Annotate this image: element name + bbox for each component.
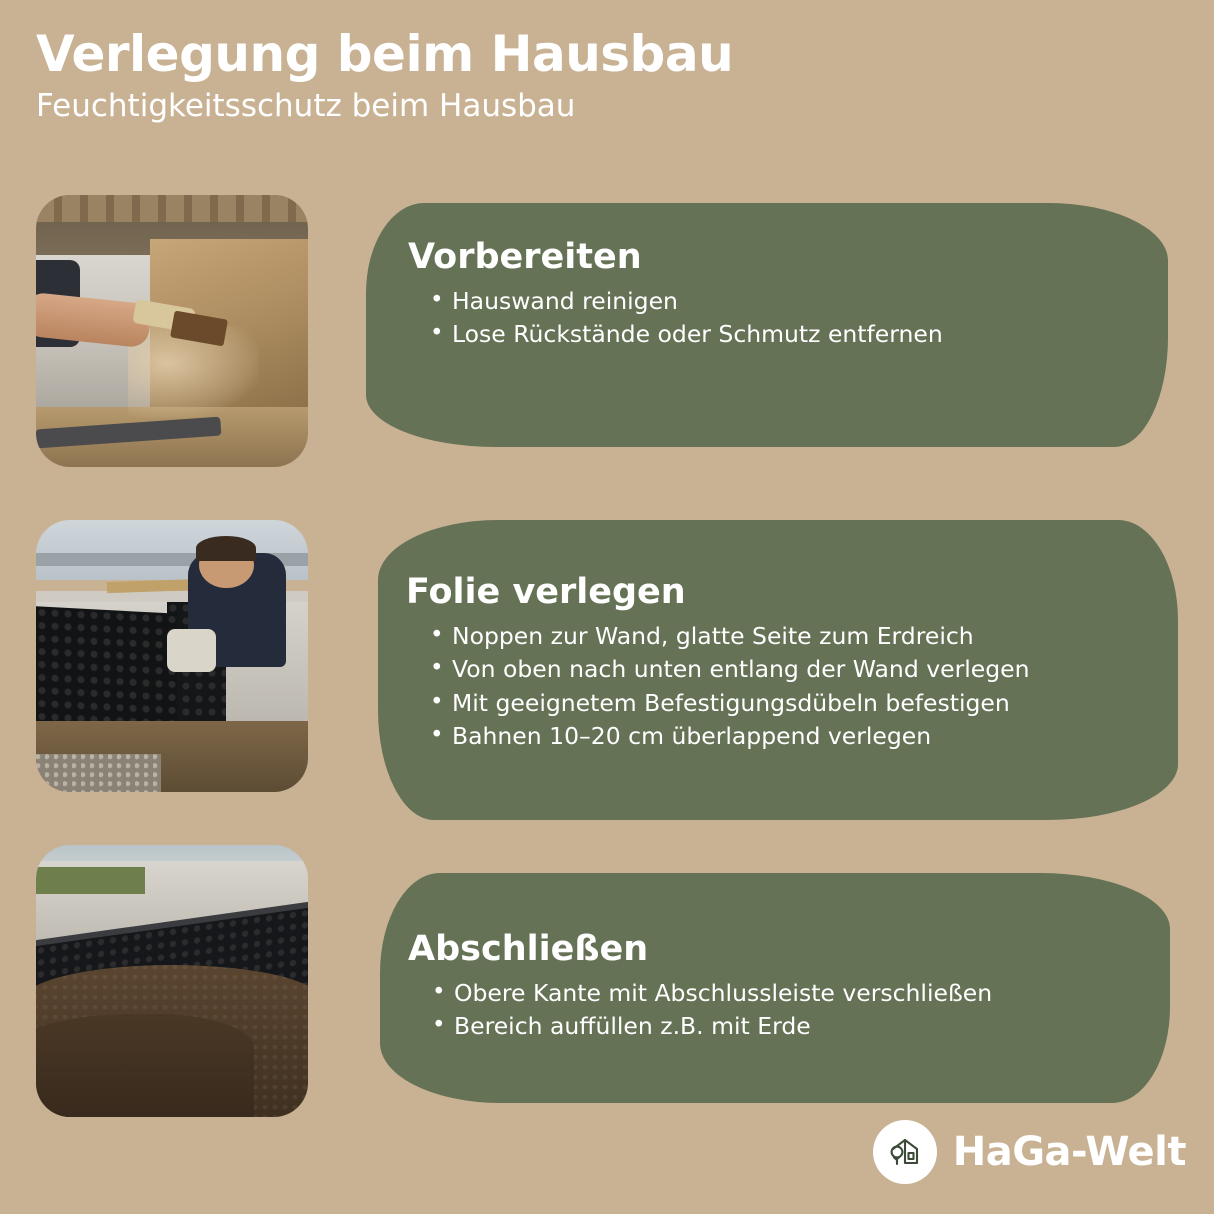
step-title: Folie verlegen <box>406 572 686 612</box>
step-bullet-list <box>380 969 1170 1044</box>
list-item: • Obere Kante mit Abschlussleiste verschließen <box>430 977 1170 1010</box>
step-card-folie-verlegen <box>378 520 1178 820</box>
photo-layer-worker-glove <box>167 629 216 673</box>
page-subtitle: Feuchtigkeitsschutz beim Hausbau <box>36 88 576 124</box>
brand-name: HaGa-Welt <box>952 1129 1186 1175</box>
photo-layer-worker-hair <box>196 536 256 560</box>
photo-layer-formwork <box>36 195 308 222</box>
list-item: • Bahnen 10–20 cm überlappend verlegen <box>428 720 1178 753</box>
house-tree-icon <box>873 1120 937 1184</box>
page-title: Verlegung beim Hausbau <box>36 25 734 83</box>
list-item: • Hauswand reinigen <box>428 285 1168 318</box>
step-abschliessen <box>0 845 1214 1145</box>
list-item: • Mit geeignetem Befestigungsdübeln befestigen <box>428 687 1178 720</box>
step-card-abschliessen <box>380 873 1170 1103</box>
step-photo-vorbereiten <box>36 195 308 467</box>
page-header <box>36 26 1156 125</box>
step-title: Vorbereiten <box>408 237 642 277</box>
photo-layer-gravel <box>36 754 161 792</box>
photo-layer-grass <box>36 867 145 894</box>
step-folie-verlegen <box>0 520 1214 820</box>
step-photo-abschliessen <box>36 845 308 1117</box>
step-title: Abschließen <box>408 929 649 969</box>
list-item: • Noppen zur Wand, glatte Seite zum Erdreich <box>428 620 1178 653</box>
step-photo-folie-verlegen <box>36 520 308 792</box>
step-card-vorbereiten <box>366 203 1168 447</box>
step-bullet-list <box>366 277 1168 352</box>
list-item: • Bereich auffüllen z.B. mit Erde <box>430 1010 1170 1043</box>
step-vorbereiten <box>0 195 1214 495</box>
list-item: • Von oben nach unten entlang der Wand verlegen <box>428 653 1178 686</box>
brand-logo <box>873 1120 1186 1184</box>
photo-layer-soil-foreground <box>36 1014 254 1117</box>
step-bullet-list <box>378 612 1178 753</box>
list-item: • Lose Rückstände oder Schmutz entfernen <box>428 318 1168 351</box>
